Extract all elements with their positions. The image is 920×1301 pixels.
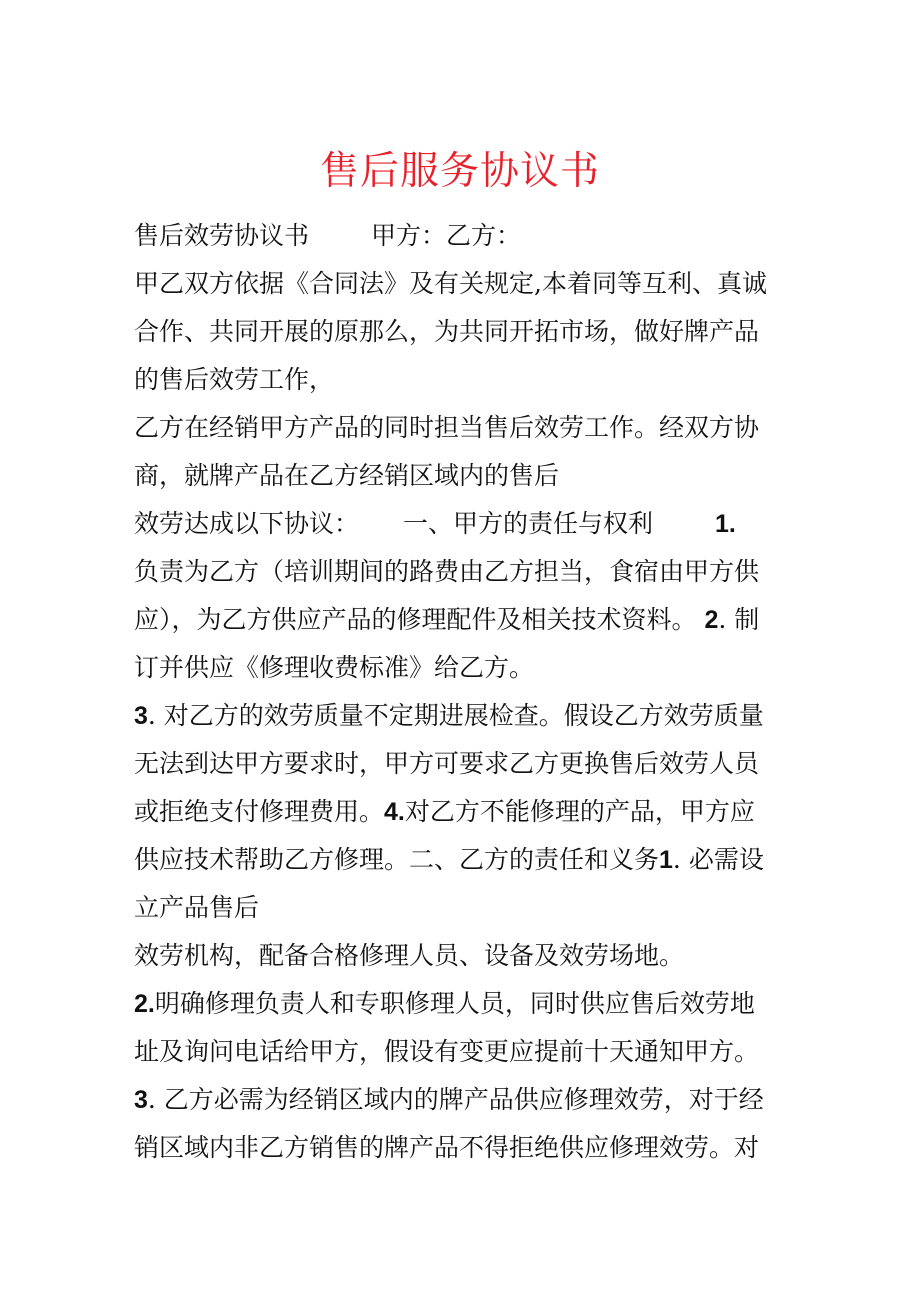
document-title: 售后服务协议书 [319, 149, 600, 194]
text-line-15: 立产品售后 [134, 893, 260, 922]
text-line-12: 无法到达甲方要求时，甲方可要求乙方更换售后效劳人员 [134, 749, 760, 778]
item-number: 1 [659, 846, 673, 874]
text-segment: . 必需设 [672, 845, 764, 874]
text-line-14 [134, 836, 790, 884]
text-segment: 甲方：乙方： [371, 221, 522, 250]
item-number: 2. [134, 990, 155, 1018]
text-line-5: 乙方在经销甲方产品的同时担当售后效劳工作。经双方协 [134, 413, 760, 442]
text-segment: 售后效劳协议书 [134, 221, 310, 250]
text-segment: 明确修理负责人和专职修理人员，同时供应售后效劳地 [154, 989, 755, 1018]
text-line-1 [134, 212, 790, 260]
text-line-8: 负责为乙方（培训期间的路费由乙方担当，食宿由甲方供 [134, 557, 760, 586]
text-line-11 [134, 692, 790, 740]
text-line-4: 的售后效劳工作， [134, 365, 335, 394]
text-segment: . 对乙方的效劳质量不定期进展检查。假设乙方效劳质量 [147, 701, 764, 730]
text-line-18: 址及询问电话给甲方，假设有变更应提前十天通知甲方。 [134, 1037, 760, 1066]
text-segment: . 乙方必需为经销区域内的牌产品供应修理效劳，对于经 [147, 1085, 764, 1114]
text-segment: 一、甲方的责任与权利 [403, 509, 654, 538]
item-number: 2 [704, 606, 719, 634]
text-line-9 [134, 596, 790, 644]
text-line-20: 销区域内非乙方销售的牌产品不得拒绝供应修理效劳。对 [134, 1133, 760, 1162]
text-line-7 [134, 500, 790, 548]
text-line-3: 合作、共同开展的原那么，为共同开拓市场，做好牌产品 [134, 317, 760, 346]
text-segment: 对乙方不能修理的产品，甲方应 [404, 797, 755, 826]
text-segment: 效劳达成以下协议： [134, 509, 360, 538]
text-line-19 [134, 1076, 790, 1124]
item-number: 3 [134, 702, 148, 730]
text-line-13 [134, 788, 790, 836]
text-line-17 [134, 980, 790, 1028]
document-body [134, 212, 790, 1172]
text-segment: 应），为乙方供应产品的修理配件及相关技术资料。 [134, 605, 697, 634]
text-line-10: 订并供应《修理收费标准》给乙方。 [134, 653, 535, 682]
text-line-16: 效劳机构，配备合格修理人员、设备及效劳场地。 [134, 941, 685, 970]
item-number: 3 [134, 1086, 148, 1114]
text-line-2: 甲乙双方依据《合同法》及有关规定,本着同等互利、真诚 [134, 269, 767, 298]
text-segment: 或拒绝支付修理费用。 [134, 797, 385, 826]
text-segment: . 制 [718, 605, 760, 634]
text-segment: 供应技术帮助乙方修理。二、乙方的责任和义务 [134, 845, 660, 874]
text-line-6: 商，就牌产品在乙方经销区域内的售后 [134, 461, 560, 490]
item-number: 1. [715, 510, 736, 538]
item-number: 4. [384, 798, 405, 826]
